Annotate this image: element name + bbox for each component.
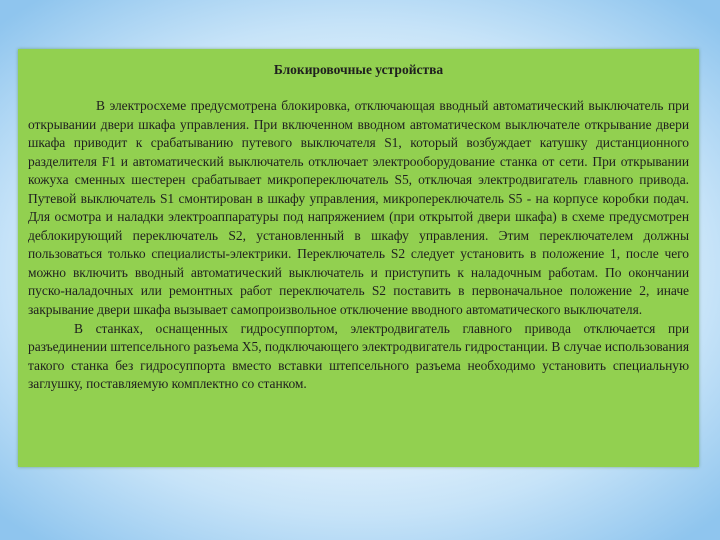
text-panel (18, 49, 699, 467)
slide-title: Блокировочные устройства (273, 62, 444, 77)
paragraph-hydraulic-support: В станках, оснащенных гидросуппортом, электродвигатель главного привода отключается при разъединении штепсельного разъема X5, подключающего электродвигатель гидростанции. В случае использования такого станка без гидросуппорта вместо вставки штепсельного разъема необходимо установить специальную заглушку, поставляемую комплектно со станком. (28, 320, 689, 392)
paragraph-interlock-description: В электросхеме предусмотрена блокировка, отключающая вводный автоматический выключатель при открывании двери шкафа управления. При включенном вводном автоматическом выключателе открывание двери шкафа приводит к срабатыванию путевого выключателя S1, который возбуждает катушку дистанционного разделителя F1 и автоматический выключатель отключает электрооборудование станка от сети. При открывании кожуха сменных шестерен срабатывает микропереключатель S5, отключая электродвигатель главного привода. Путевой выключатель S1 смонтирован в шкафу управления, микропереключатель S5 - на корпусе коробки подач. Для осмотра и наладки электроаппаратуры под напряжением (при открытой двери шкафа) в схеме предусмотрен деблокирующий переключатель S2, установленный в шкафу управления. Этим переключателем должны пользоваться только специалисты-электрики. Переключатель S2 следует установить в положение 1, после чего можно включить вводный автоматический выключатель и приступить к наладочным работам. По окончании пуско-наладочных или ремонтных работ переключатель S2 поставить в первоначальное положение 2, иначе закрывание двери шкафа вызывает самопроизвольное отключение вводного автоматического выключателя. (28, 98, 689, 318)
